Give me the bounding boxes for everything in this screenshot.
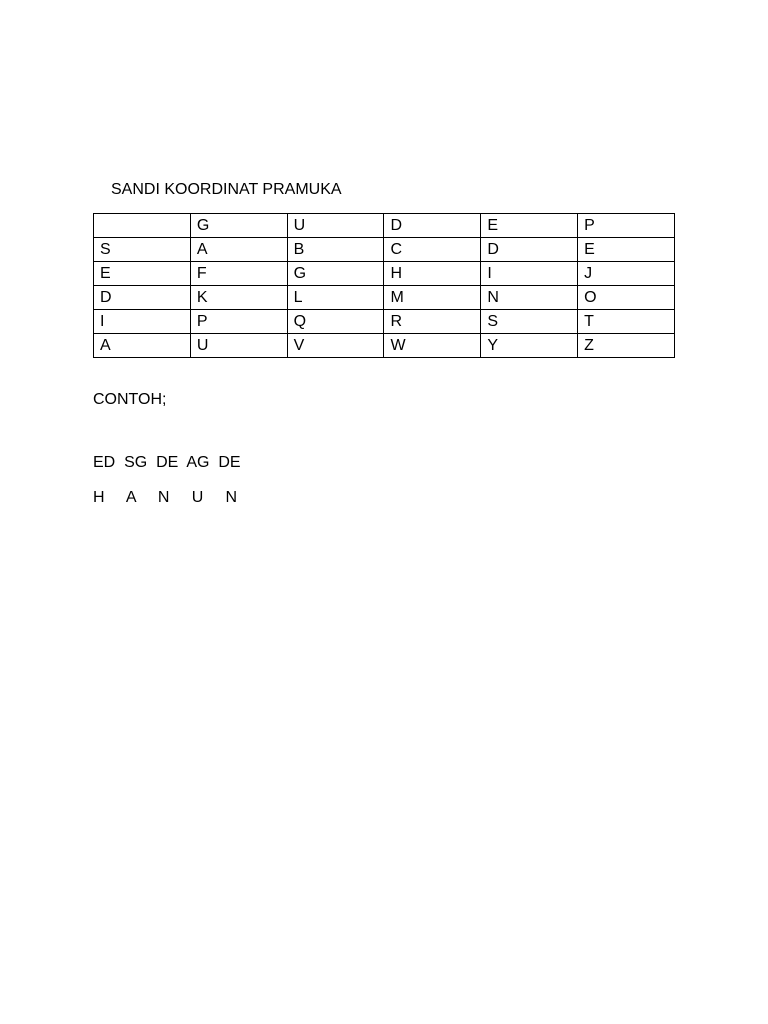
table-cell: U xyxy=(287,214,384,238)
table-cell: U xyxy=(190,334,287,358)
table-cell xyxy=(94,214,191,238)
table-header-row xyxy=(94,214,675,238)
table-cell: A xyxy=(190,238,287,262)
table-cell: J xyxy=(578,262,675,286)
table-cell: T xyxy=(578,310,675,334)
table-row xyxy=(94,334,675,358)
table-cell: G xyxy=(287,262,384,286)
table-cell: I xyxy=(481,262,578,286)
table-cell: O xyxy=(578,286,675,310)
table-row xyxy=(94,310,675,334)
table-cell: W xyxy=(384,334,481,358)
table-cell: N xyxy=(481,286,578,310)
table-cell: D xyxy=(384,214,481,238)
table-cell: E xyxy=(94,262,191,286)
table-cell: M xyxy=(384,286,481,310)
table-cell: K xyxy=(190,286,287,310)
example-code: ED SG DE AG DE xyxy=(93,454,241,471)
table-cell: Z xyxy=(578,334,675,358)
example-decoded: H A N U N xyxy=(93,489,238,506)
table-cell: Y xyxy=(481,334,578,358)
table-cell: B xyxy=(287,238,384,262)
page-title: SANDI KOORDINAT PRAMUKA xyxy=(111,181,342,198)
table-cell: C xyxy=(384,238,481,262)
table-cell: H xyxy=(384,262,481,286)
table-cell: G xyxy=(190,214,287,238)
example-label: CONTOH; xyxy=(93,391,167,408)
table-cell: D xyxy=(94,286,191,310)
table-cell: S xyxy=(94,238,191,262)
table-cell: P xyxy=(578,214,675,238)
table-cell: R xyxy=(384,310,481,334)
table-cell: S xyxy=(481,310,578,334)
table-cell: Q xyxy=(287,310,384,334)
table-row xyxy=(94,262,675,286)
table-cell: F xyxy=(190,262,287,286)
table-cell: D xyxy=(481,238,578,262)
table-cell: P xyxy=(190,310,287,334)
table-row xyxy=(94,238,675,262)
cipher-table xyxy=(93,213,675,358)
table-cell: L xyxy=(287,286,384,310)
table-cell: E xyxy=(481,214,578,238)
table-cell: I xyxy=(94,310,191,334)
table-cell: A xyxy=(94,334,191,358)
table-row xyxy=(94,286,675,310)
table-cell: E xyxy=(578,238,675,262)
table-cell: V xyxy=(287,334,384,358)
